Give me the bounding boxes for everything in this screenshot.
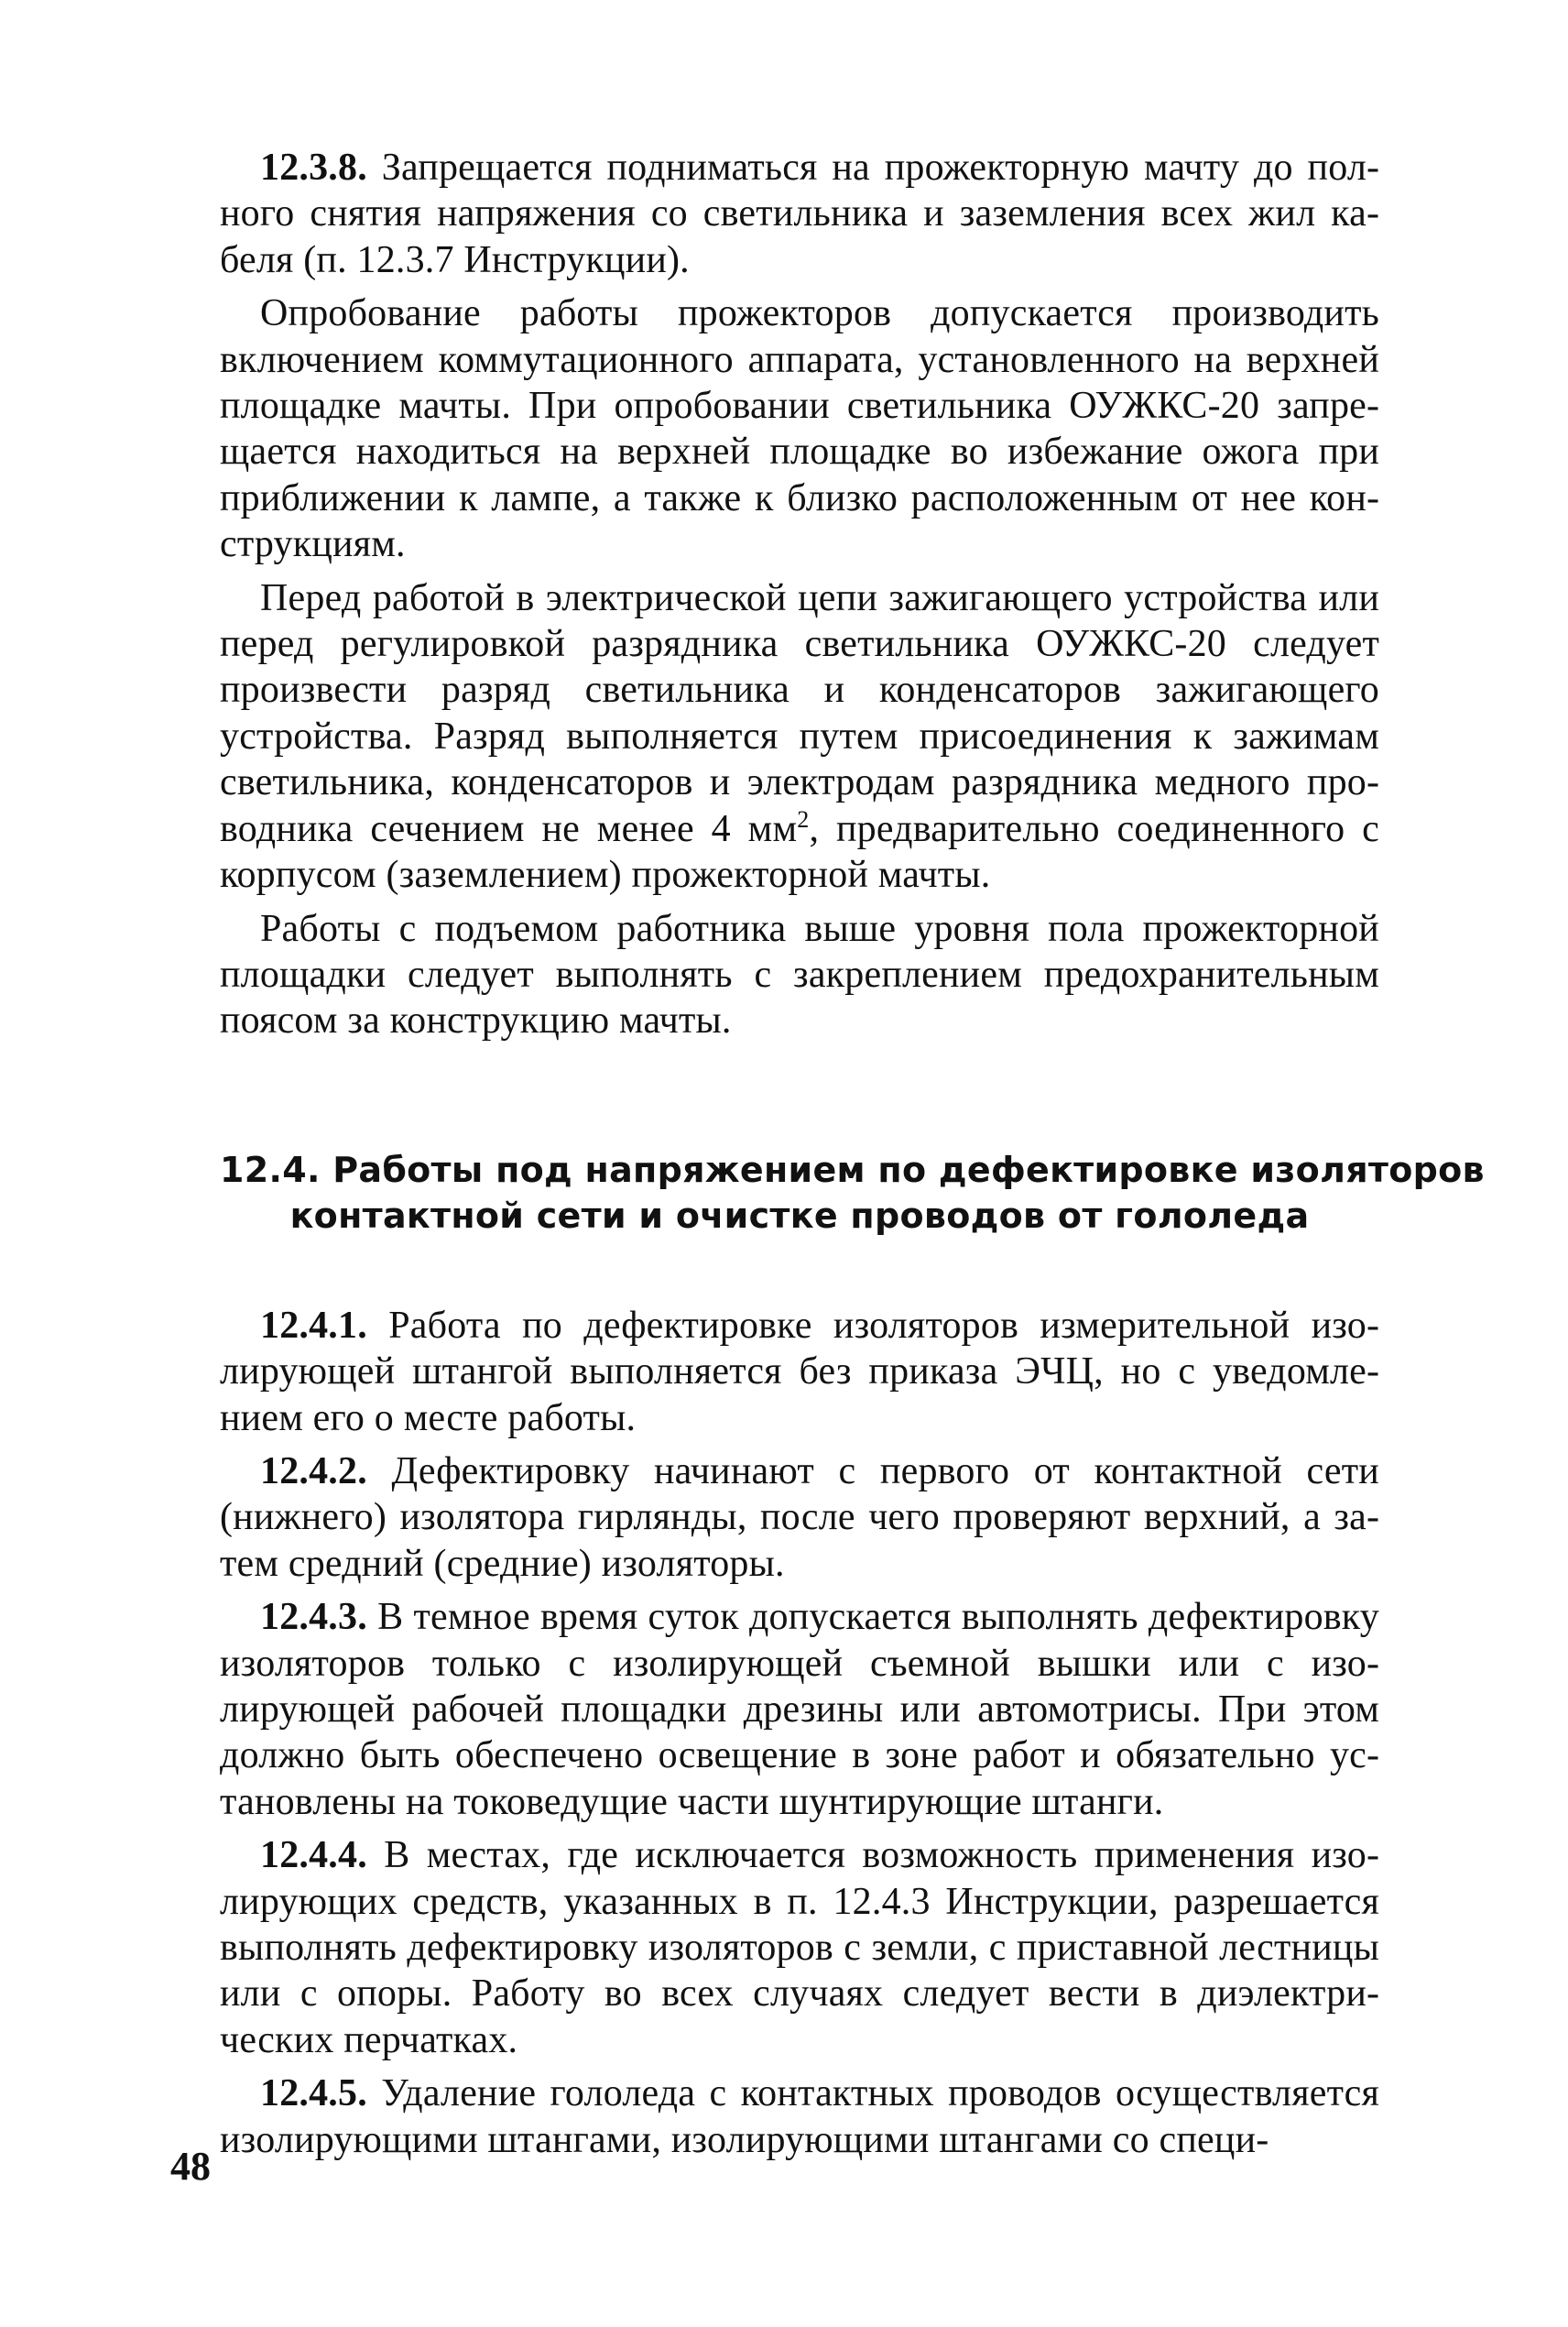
- paragraph-12-4-2: [220, 1448, 1379, 1587]
- page-number: 48: [170, 2144, 211, 2189]
- paragraph-12-4-1: [220, 1303, 1379, 1441]
- clause-number: 12.4.4.: [260, 1834, 367, 1877]
- paragraph-text: В местах, где исключается возможность применения изолирующих средств, указанных в п. 12.4.3 Инструкции, разрешается выполнять дефектировку изоляторов с земли, с приставной лестницы или с опоры. Работу во всех случаях следует вести в диэлектрических перчатках.: [220, 1834, 1379, 2061]
- section-heading-line-1: 12.4. Работы под напряжением по дефектировке изоляторов: [220, 1149, 1485, 1190]
- paragraph-12-4-5: [220, 2070, 1379, 2163]
- paragraph-testing-spotlights: [220, 290, 1379, 567]
- clause-number: 12.3.8.: [260, 147, 367, 189]
- paragraph-text: Работа по дефектировке изоляторов измерительной изолирующей штангой выполняется без приказа ЭЧЦ, но с уведомлением его о месте работы.: [220, 1304, 1379, 1439]
- text-column: [220, 145, 1485, 2170]
- paragraph-work-above-floor: [220, 906, 1379, 1044]
- paragraph-12-3-8: [220, 145, 1379, 283]
- paragraph-12-4-3: [220, 1594, 1379, 1825]
- clause-number: 12.4.5.: [260, 2072, 367, 2115]
- paragraph-text: Запрещается подниматься на прожекторную мачту до полного снятия напряжения со светильника и заземления всех жил кабеля (п. 12.3.7 Инструкции).: [220, 147, 1380, 281]
- paragraph-text: , предварительно соединенного с корпусом (заземлением) прожекторной мачты.: [220, 807, 1379, 897]
- paragraph-discharge-procedure: [220, 575, 1379, 899]
- superscript-exponent: 2: [797, 805, 810, 833]
- paragraph-text: Опробование работы прожекторов допускается производить включением коммутационного аппарата, установленного на верхней площадке мачты. При опробовании светильника ОУЖКС-20 запрещается находиться на верхней площадке во избежание ожога при приближении к лампе, а также к близко расположенным от нее конструкциям.: [220, 292, 1379, 566]
- section-heading-line-2: контактной сети и очистке проводов от гололеда: [289, 1195, 1310, 1236]
- paragraph-text: В темное время суток допускается выполнять дефектировку изоляторов только с изолирующей съемной вышки или с изолирующей рабочей площадки дрезины или автомотрисы. При этом должно быть обеспечено освещение в зоне работ и обязательно установлены на токоведущие части шунтирующие штанги.: [220, 1596, 1380, 1823]
- paragraph-text: Перед работой в электрической цепи зажигающего устройства или перед регулировкой разрядника светильника ОУЖКС-20 следует произвести разряд светильника и конденсаторов зажигающего устройства. Разряд выполняется путем присоединения к зажимам светильника, конденсаторов и электродам разрядника медного проводника сечением не менее 4 мм: [220, 576, 1379, 850]
- clause-number: 12.4.3.: [260, 1596, 367, 1639]
- clause-number: 12.4.1.: [260, 1304, 367, 1347]
- clause-number: 12.4.2.: [260, 1449, 367, 1492]
- paragraph-text: Дефектировку начинают с первого от контактной сети (нижнего) изолятора гирлянды, после чего проверяют верхний, а затем средний (средние) изоляторы.: [220, 1449, 1379, 1585]
- section-heading-12-4: [220, 1147, 1485, 1239]
- paragraph-12-4-4: [220, 1832, 1379, 2063]
- paragraph-text: Удаление гололеда с контактных проводов осуществляется изолирующими штангами, изолирующими штангами со специ-: [220, 2072, 1379, 2161]
- paragraph-text: Работы с подъемом работника выше уровня пола прожекторной площадки следует выполнять с закреплением предохранительным поясом за конструкцию мачты.: [220, 907, 1379, 1043]
